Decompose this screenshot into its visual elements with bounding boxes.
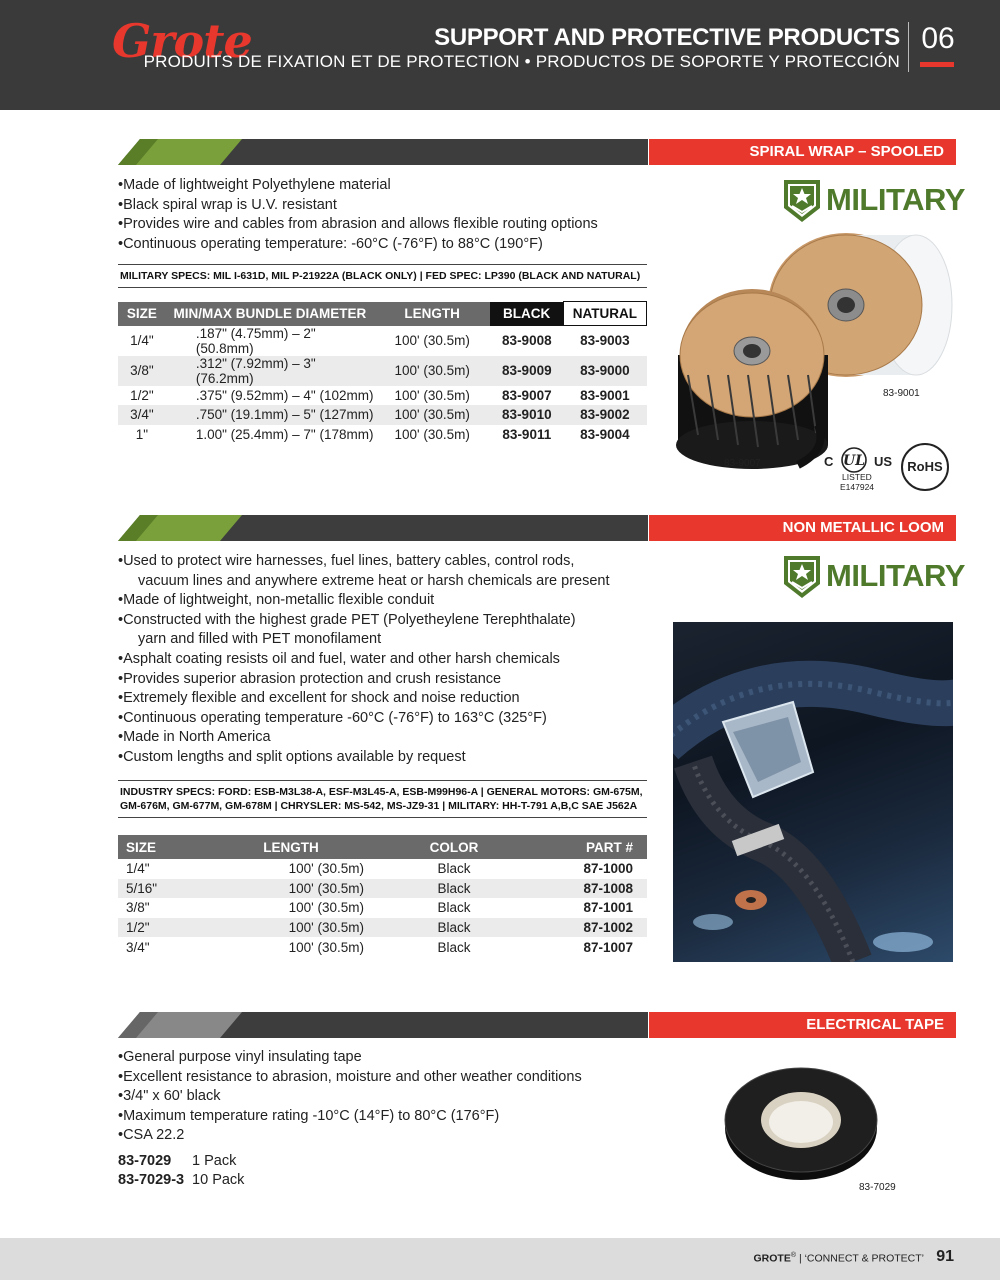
list-item: • Made in North America [118, 728, 658, 748]
list-item: • Asphalt coating resists oil and fuel, water and other harsh chemicals [118, 650, 658, 670]
table-row: 1" 1.00" (25.4mm) – 7" (178mm) 100' (30.5m) 83-9011 83-9004 [135, 426, 630, 442]
military-label: MILITARY [826, 558, 965, 593]
section-banner-spiral [118, 139, 956, 165]
list-item: • Maximum temperature rating -10°C (14°F) to 80°C (176°F) [118, 1107, 658, 1127]
chapter-accent-bar [920, 62, 954, 67]
page-subtitle: PRODUITS DE FIXATION ET DE PROTECTION • PRODUCTOS DE SOPORTE Y PROTECCIÓN [143, 52, 900, 71]
loom-table [118, 835, 647, 957]
column-header: PART # [544, 835, 647, 859]
table-row: 1/2" .375" (9.52mm) – 4" (102mm) 100' (30.5m) 83-9007 83-9001 [130, 387, 630, 403]
tape-features [118, 1048, 658, 1146]
list-item: • Provides wire and cables from abrasion and allows flexible routing options [118, 215, 658, 235]
chapter-number: 06 [921, 22, 955, 55]
page-header [0, 0, 1000, 110]
table-row: 1/4" .187" (4.75mm) – 2" (50.8mm) 100' (30.5m) 83-9008 83-9003 [130, 325, 630, 356]
table-row: 5/16" 100' (30.5m) Black 87-1008 [118, 879, 647, 899]
military-label: MILITARY [826, 182, 965, 217]
page-title: SUPPORT AND PROTECTIVE PRODUCTS [434, 24, 900, 51]
spiral-specs: MILITARY SPECS: MIL I-631D, MIL P-21922A (BLACK ONLY) | FED SPEC: LP390 (BLACK AND NATURAL) [118, 264, 647, 288]
column-header: NATURAL [563, 302, 646, 326]
list-item: • Made of lightweight Polyethylene material [118, 176, 658, 196]
part-label-black-spool: 83-9007 [724, 458, 761, 469]
military-badge [782, 554, 965, 604]
column-header: SIZE [118, 302, 166, 326]
column-header: BLACK [490, 302, 563, 326]
military-star-icon [782, 554, 822, 600]
loom-features [118, 552, 658, 768]
electrical-tape-image [716, 1058, 886, 1182]
section-banner-tape [118, 1012, 956, 1038]
ul-listed-mark: C UL US LISTED E147924 [824, 446, 890, 492]
table-row: 3/4" .750" (19.1mm) – 5" (127mm) 100' (30.5m) 83-9010 83-9002 [118, 405, 647, 425]
column-header: MIN/MAX BUNDLE DIAMETER [166, 302, 374, 326]
table-row: 1/2" 100' (30.5m) Black 87-1002 [118, 918, 647, 938]
military-badge [782, 178, 965, 228]
list-item: • Made of lightweight, non-metallic flexible conduit [118, 591, 658, 611]
list-item: • CSA 22.2 [118, 1126, 658, 1146]
list-item: • Extremely flexible and excellent for shock and noise reduction [118, 689, 658, 709]
list-item: • Black spiral wrap is U.V. resistant [118, 196, 658, 216]
list-item: • 3/4" x 60' black [118, 1087, 658, 1107]
list-item: • Custom lengths and split options available by request [118, 748, 658, 768]
grote-logo: Grote [112, 14, 252, 68]
part-number: 83-7029 [118, 1153, 172, 1169]
section-title-loom: NON METALLIC LOOM [649, 515, 956, 541]
list-item: • Provides superior abrasion protection and crush resistance [118, 670, 658, 690]
table-row: 1/4" 100' (30.5m) Black 87-1000 [126, 861, 633, 877]
rohs-badge: RoHS [901, 443, 949, 491]
list-item: • Continuous operating temperature -60°C (-76°F) to 163°C (325°F) [118, 709, 658, 729]
svg-text:UL: UL [842, 453, 866, 469]
column-header: COLOR [364, 835, 544, 859]
table-row: 3/4" 100' (30.5m) Black 87-1007 [126, 939, 633, 955]
spiral-table [118, 301, 647, 444]
page-footer [0, 1238, 1000, 1280]
tape-part-row [118, 1172, 244, 1188]
list-item: • Used to protect wire harnesses, fuel lines, battery cables, control rods, vacuum lines and anywhere extreme heat or harsh chemicals are present [118, 552, 658, 591]
list-item: • General purpose vinyl insulating tape [118, 1048, 658, 1068]
section-title-spiral: SPIRAL WRAP – SPOOLED [649, 139, 956, 165]
pack-description: 10 Pack [192, 1172, 245, 1188]
footer-slogan: GROTE® | ‘CONNECT & PROTECT’ [753, 1252, 924, 1265]
list-item: • Excellent resistance to abrasion, moisture and other weather conditions [118, 1068, 658, 1088]
spiral-spools-image [668, 225, 958, 473]
part-label-tape: 83-7029 [859, 1182, 896, 1193]
spiral-features [118, 176, 658, 254]
military-star-icon [782, 178, 822, 224]
loom-photo-illustration [673, 622, 953, 962]
part-number: 83-7029-3 [118, 1172, 185, 1188]
pack-description: 1 Pack [192, 1153, 237, 1169]
column-header: SIZE [118, 835, 218, 859]
table-row: 3/8" 100' (30.5m) Black 87-1001 [126, 900, 633, 916]
list-item: • Constructed with the highest grade PET (Polyetheylene Terephthalate) yarn and filled with PET monofilament [118, 611, 658, 650]
table-row: 3/8" .312" (7.92mm) – 3" (76.2mm) 100' (30.5m) 83-9009 83-9000 [118, 356, 647, 386]
tape-part-row [118, 1153, 236, 1169]
loom-photo [673, 622, 953, 962]
column-header: LENGTH [218, 835, 364, 859]
column-header: LENGTH [374, 302, 491, 326]
loom-specs: INDUSTRY SPECS: FORD: ESB-M3L38-A, ESF-M3L45-A, ESB-M99H96-A | GENERAL MOTORS: GM-675M, GM-676M, GM-677M, GM-678M | CHRYSLER: MS-542, MS-JZ9-31 | MILITARY: HH-T-791 A,B,C SAE J562A [118, 780, 647, 818]
list-item: • Continuous operating temperature: -60°C (-76°F) to 88°C (190°F) [118, 235, 658, 255]
page-number: 91 [936, 1248, 954, 1265]
ul-logo-icon [836, 446, 872, 474]
part-label-white-spool: 83-9001 [883, 388, 920, 399]
section-banner-loom [118, 515, 956, 541]
header-divider [908, 22, 909, 72]
section-title-tape: ELECTRICAL TAPE [649, 1012, 956, 1038]
